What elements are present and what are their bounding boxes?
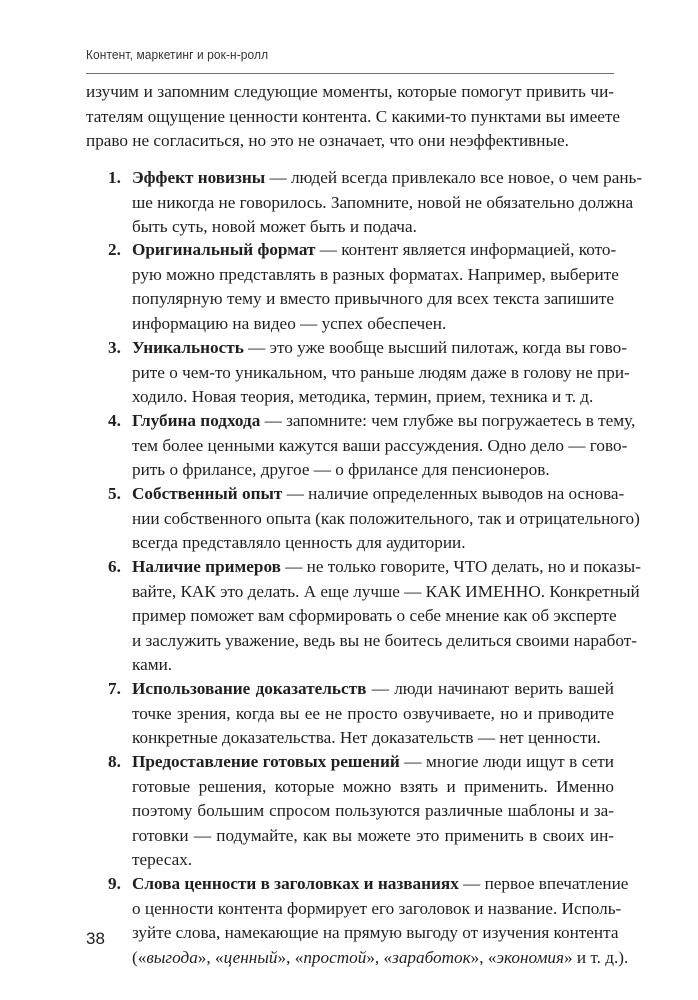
intro-line: право не согласиться, но это не означает, что они неэффективные. xyxy=(86,131,569,150)
list-item xyxy=(86,166,643,240)
list-item-line xyxy=(132,897,622,922)
list-item-number: 7. xyxy=(108,679,121,698)
list-item-line xyxy=(132,872,629,897)
list-item-line xyxy=(132,385,614,410)
header-rule xyxy=(86,73,614,74)
list-item-text: конкретные доказательства. Нет доказательств — нет ценности. xyxy=(132,728,601,747)
example-word: ценный xyxy=(223,947,278,967)
list-item-text: », « xyxy=(277,947,304,967)
list-item-line xyxy=(132,166,643,191)
list-item-text: — многие люди ищут в сети xyxy=(399,752,614,771)
list-item-text: рите о чем-то уникальном, что раньше людям даже в голову не при- xyxy=(132,362,630,382)
list-item-term: Собственный опыт xyxy=(132,484,283,503)
list-item-line xyxy=(132,458,614,483)
list-item-line xyxy=(132,482,625,507)
list-item-line xyxy=(132,653,614,678)
list-item-text: », « xyxy=(470,947,497,967)
list-item-text: тересах. xyxy=(132,850,193,869)
list-item-line xyxy=(132,507,640,532)
list-item-text: — наличие определенных выводов на основа- xyxy=(282,484,625,503)
list-item-text: тем более ценными кажутся ваши рассуждения. Одно дело — гово- xyxy=(132,435,628,455)
list-item-line xyxy=(132,434,628,459)
list-item-text: готовые решения, которые можно взять и применить. Именно xyxy=(132,776,614,796)
list-item-text: — первое впечатление xyxy=(458,874,629,893)
list-item-text: зуйте слова, намекающие на прямую выгоду от изучения контента xyxy=(132,923,619,942)
list-item-number: 5. xyxy=(108,484,121,503)
list-item-line xyxy=(132,238,617,263)
page-number: 38 xyxy=(86,929,105,948)
list-item-line xyxy=(132,702,614,727)
list-item-text: », « xyxy=(366,947,393,967)
list-item-line xyxy=(132,848,614,873)
list-item xyxy=(86,409,636,483)
list-item-line xyxy=(132,946,629,971)
list-item-text: — контент является информацией, кото- xyxy=(315,240,617,259)
list-item-text: ками. xyxy=(132,655,173,674)
list-item-line xyxy=(132,677,614,702)
list-item xyxy=(86,555,641,678)
list-item-text: рую можно представлять в разных форматах. Например, выберите xyxy=(132,264,619,284)
list-item-text: готовки — подумайте, как вы можете это применить в своих ин- xyxy=(132,825,614,845)
list-item-line xyxy=(132,726,614,751)
list-item-line xyxy=(132,629,637,654)
list-item-text: » и т. д.). xyxy=(564,947,629,967)
example-word: экономия xyxy=(496,947,565,967)
list-item-line xyxy=(132,531,614,556)
list-item-line xyxy=(132,287,614,312)
list-item-text: информацию на видео — успех обеспечен. xyxy=(132,313,447,333)
list-item-line xyxy=(132,824,614,849)
example-word: простой xyxy=(303,947,367,967)
intro-line: изучим и запомним следующие моменты, которые помогут привить чи- xyxy=(86,82,614,101)
list-item-text: — людей всегда привлекало все новое, о чем рань- xyxy=(265,168,643,187)
list-item-number: 8. xyxy=(108,752,121,771)
list-item-line xyxy=(132,191,634,216)
list-item-line xyxy=(132,799,614,824)
list-item-text: и заслужить уважение, ведь вы не боитесь делиться своими наработ- xyxy=(132,630,637,650)
list-item-line xyxy=(132,604,617,629)
list-item-line xyxy=(132,750,614,775)
list-item-text: рить о фрилансе, другое — о фрилансе для пенсионеров. xyxy=(132,460,550,479)
list-item-number: 9. xyxy=(108,874,121,893)
list-item xyxy=(86,872,629,970)
list-item-text: — запомните: чем глубже вы погружаетесь в тему, xyxy=(260,411,636,430)
list-item-line xyxy=(132,580,640,605)
list-item-number: 6. xyxy=(108,557,121,576)
list-item xyxy=(86,750,614,873)
list-item-term: Уникальность xyxy=(132,338,244,357)
list-item-number: 3. xyxy=(108,338,121,357)
list-item-line xyxy=(132,921,619,946)
list-item-number: 2. xyxy=(108,240,121,259)
list-item-line xyxy=(132,312,614,337)
list-item-term: Предоставление готовых решений xyxy=(132,752,400,771)
list-item-text: о ценности контента формирует его заголовок и название. Исполь- xyxy=(132,898,622,918)
list-item-text: — люди начинают верить вашей xyxy=(366,679,614,698)
list-item-text: поэтому большим спросом пользуются различные шаблоны и за- xyxy=(132,801,614,820)
list-item-term: Эффект новизны xyxy=(132,168,266,187)
list-item-text: ше никогда не говорилось. Запомните, новой не обязательно должна xyxy=(132,192,634,212)
list-item-text: », « xyxy=(197,947,224,967)
running-header: Контент, маркетинг и рок-н-ролл xyxy=(86,47,269,62)
list-item-text: пример поможет вам сформировать о себе мнение как об эксперте xyxy=(132,606,617,625)
list-item-term: Слова ценности в заголовках и названиях xyxy=(132,874,459,893)
example-word: заработок xyxy=(392,947,471,967)
list-item-text: точке зрения, когда вы ее не просто озвучиваете, но и приводите xyxy=(132,703,614,723)
list-item-line xyxy=(132,263,619,288)
list-item-text: ходило. Новая теория, методика, термин, прием, техника и т. д. xyxy=(132,387,594,406)
list-item-text: нии собственного опыта (как положительного, так и отрицательного) xyxy=(132,508,640,528)
list-item-line xyxy=(132,215,614,240)
list-item-term: Оригинальный формат xyxy=(132,240,316,259)
list-item xyxy=(86,677,614,751)
list-item-text: всегда представляло ценность для аудитории. xyxy=(132,533,466,552)
list-item-text: вайте, КАК это делать. А еще лучше — КАК ИМЕННО. Конкретный xyxy=(132,581,640,601)
list-item xyxy=(86,238,619,336)
list-item-line xyxy=(132,336,627,361)
list-item-line xyxy=(132,409,636,434)
list-item-number: 4. xyxy=(108,411,121,430)
list-item-term: Использование доказательств xyxy=(132,679,367,698)
list-item-line xyxy=(132,555,641,580)
list-item-term: Глубина подхода xyxy=(132,411,261,430)
list-item xyxy=(86,482,640,556)
list-item-term: Наличие примеров xyxy=(132,557,281,576)
list-item xyxy=(86,336,630,410)
list-item-number: 1. xyxy=(108,168,121,187)
list-item-line xyxy=(132,361,630,386)
list-item-text: — это уже вообще высший пилотаж, когда вы гово- xyxy=(243,338,627,357)
list-item-text: популярную тему и вместо привычного для всех текста запишите xyxy=(132,289,614,308)
example-word: выгода xyxy=(146,947,198,967)
list-item-text: (« xyxy=(132,947,147,967)
list-item-text: — не только говорите, ЧТО делать, но и показы- xyxy=(280,557,641,576)
list-item-line xyxy=(132,775,614,800)
intro-paragraph xyxy=(86,80,621,154)
list-item-text: быть суть, новой может быть и подача. xyxy=(132,217,417,236)
intro-line: тателям ощущение ценности контента. С какими-то пунктами вы имеете xyxy=(86,106,621,126)
